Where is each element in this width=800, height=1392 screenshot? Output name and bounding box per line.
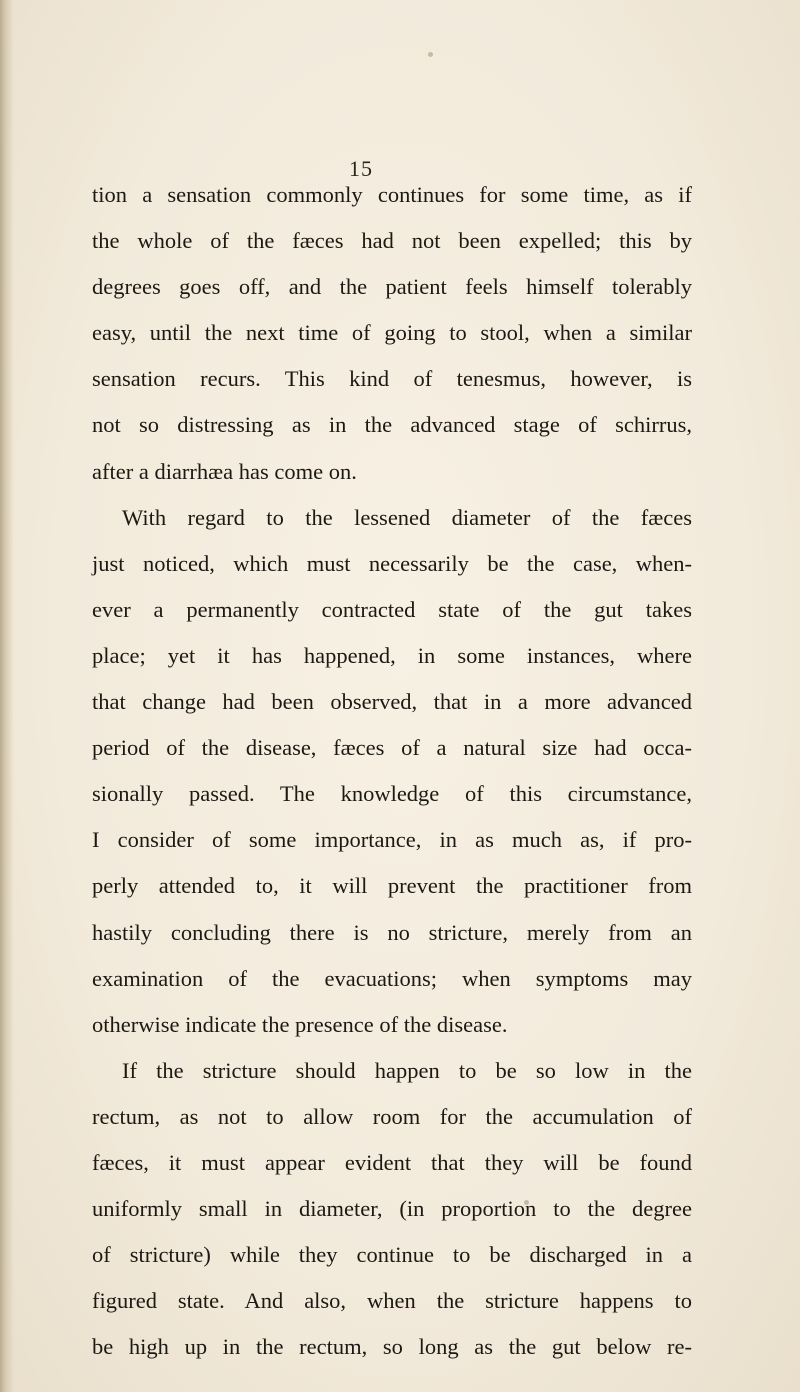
text-line: sensation recurs. This kind of tenesmus, however, is <box>92 366 692 392</box>
text-line: rectum, as not to allow room for the accumulation of <box>92 1103 692 1129</box>
text-line: degrees goes off, and the patient feels himself tolerably <box>92 274 692 300</box>
paragraph-start-line: With regard to the lessened diameter of the fæces <box>122 504 692 530</box>
paragraph-start-line: If the stricture should happen to be so low in the <box>122 1057 692 1083</box>
text-line: examination of the evacuations; when symptoms may <box>92 965 692 991</box>
page-binding-edge <box>0 0 14 1392</box>
text-line: I consider of some importance, in as much as, if pro- <box>92 827 692 853</box>
text-line: hastily concluding there is no stricture, merely from an <box>92 919 692 945</box>
text-line: just noticed, which must necessarily be the case, when- <box>92 550 692 576</box>
text-line: perly attended to, it will prevent the practitioner from <box>92 873 692 899</box>
text-line: period of the disease, fæces of a natural size had occa- <box>92 735 692 761</box>
body-text <box>92 172 692 1370</box>
text-line: uniformly small in diameter, (in proportion to the degree <box>92 1196 692 1222</box>
text-line: sionally passed. The knowledge of this circumstance, <box>92 781 692 807</box>
paragraph-end-line: otherwise indicate the presence of the disease. <box>92 1011 508 1037</box>
paper-speck <box>428 52 433 57</box>
text-line: the whole of the fæces had not been expelled; this by <box>92 228 692 254</box>
text-line: tion a sensation commonly continues for some time, as if <box>92 182 692 207</box>
text-line: of stricture) while they continue to be discharged in a <box>92 1242 692 1268</box>
paragraph-end-line: after a diarrhæa has come on. <box>92 458 357 484</box>
text-line: easy, until the next time of going to stool, when a similar <box>92 320 692 346</box>
text-line: be high up in the rectum, so long as the gut below re- <box>92 1334 692 1360</box>
page-number: 15 <box>349 156 373 181</box>
text-line: not so distressing as in the advanced stage of schirrus, <box>92 412 692 438</box>
text-line: ever a permanently contracted state of the gut takes <box>92 596 692 622</box>
text-line: that change had been observed, that in a more advanced <box>92 689 692 715</box>
text-line: place; yet it has happened, in some instances, where <box>92 642 692 668</box>
text-line: figured state. And also, when the stricture happens to <box>92 1288 692 1314</box>
text-line: fæces, it must appear evident that they will be found <box>92 1149 692 1175</box>
